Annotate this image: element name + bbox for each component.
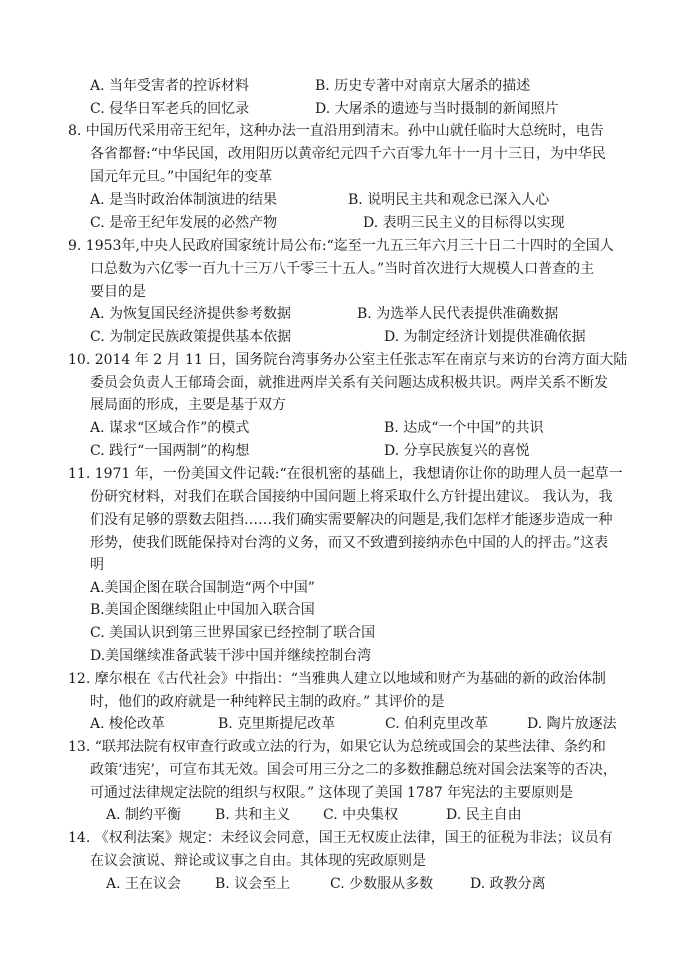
q11-option-b: B.美国企图继续阻止中国加入联合国 [90,602,315,618]
q10-stem-line: 10. 2014 年 2 月 11 日，国务院台湾事务办公室主任张志军在南京与来访的台湾方面大陆 [68,352,628,368]
q14-stem-line: 在议会演说、辩论或议事之自由。其体现的宪政原则是 [90,853,426,869]
q13-stem-line: 可通过法律规定法院的组织与权限。” 这体现了美国 1787 年宪法的主要原则是 [90,785,574,801]
q8-stem-line: 国元年元旦。”中国纪年的变革 [90,169,273,185]
q8-option-c: C. 是帝王纪年发展的必然产物 [90,215,278,231]
q11-stem-line: 形势，使我们既能保持对台湾的义务，而又不致遭到接纳赤色中国的人的抨击。”这表 [90,535,609,551]
q10-stem-line: 展局面的形成，主要是基于双方 [90,397,286,413]
q11-option-d: D.美国继续准备武装干涉中国并继续控制台湾 [90,648,372,664]
q13-option-b: B. 共和主义 [215,807,291,823]
q10-option-c: C. 践行“一国两制”的构想 [90,443,250,459]
q12-option-b: B. 克里斯提尼改革 [218,716,336,732]
q14-option-d: D. 政教分离 [470,876,546,892]
q8-stem-line: 8. 中国历代采用帝王纪年，这种办法一直沿用到清末。孙中山就任临时大总统时，电告 [68,123,604,139]
q13-stem-line: 政策‘违宪’，可宣布其无效。国会可用三分之二的多数推翻总统对国会法案等的否决， [90,762,617,778]
q8-option-d: D. 表明三民主义的目标得以实现 [363,215,565,231]
q14-option-a: A. 王在议会 [106,876,182,892]
q14-stem-line: 14. 《权利法案》规定：未经议会同意，国王无权废止法律，国王的征税为非法；议员有 [68,830,613,846]
q11-stem-line: 们没有足够的票数去阻挡……我们确实需要解决的问题是,我们怎样才能逐步造成一种 [90,512,613,528]
q11-stem-line: 明 [90,557,104,573]
q11-option-c: C. 美国认识到第三世界国家已经控制了联合国 [90,625,376,641]
q13-option-a: A. 制约平衡 [106,807,182,823]
q7-option-d: D. 大屠杀的遗迹与当时摄制的新闻照片 [315,101,559,117]
q9-stem-line: 口总数为六亿零一百九十三万八千零三十五人。”当时首次进行大规模人口普查的主 [90,261,595,277]
q11-stem-line: 11. 1971 年，一份美国文件记载:“在很机密的基础上，我想请你让你的助理人员一起草一 [68,466,623,482]
q10-stem-line: 委员会负责人王郁琦会面，就推进两岸关系有关问题达成积极共识。两岸关系不断发 [90,375,608,391]
q11-option-a: A.美国企图在联合国制造“两个中国” [90,580,315,596]
q8-option-b: B. 说明民主共和观念已深入人心 [348,192,550,208]
q9-option-b: B. 为选举人民代表提供准确数据 [357,306,559,322]
q9-stem-line: 9. 1953年,中央人民政府国家统计局公布:“迄至一九五三年六月三十日二十四时的全国人 [68,238,614,254]
q7-option-b: B. 历史专著中对南京大屠杀的描述 [315,78,531,94]
q12-option-a: A. 梭伦改革 [90,716,166,732]
q10-option-b: B. 达成“一个中国”的共识 [384,420,544,436]
q10-option-d: D. 分享民族复兴的喜悦 [384,443,530,459]
q14-option-c: C. 少数服从多数 [330,876,434,892]
q12-stem-line: 时，他们的政府就是一种纯粹民主制的政府。” 其评价的是 [90,694,445,710]
q13-option-d: D. 民主自由 [446,807,522,823]
q12-stem-line: 12. 摩尔根在《古代社会》中指出：“当雅典人建立以地域和财产为基础的新的政治体制 [68,671,606,687]
q9-option-a: A. 为恢复国民经济提供参考数据 [90,306,292,322]
q8-stem-line: 各省都督:“中华民国，改用阳历以黄帝纪元四千六百零九年十一月十三日，为中华民 [90,146,606,162]
q13-stem-line: 13. “联邦法院有权审查行政或立法的行为，如果它认为总统或国会的某些法律、条约和 [68,739,606,755]
q8-option-a: A. 是当时政治体制演进的结果 [90,192,278,208]
q12-option-d: D. 陶片放逐法 [527,716,617,732]
q12-option-c: C. 伯利克里改革 [385,716,489,732]
q10-option-a: A. 谋求“区域合作”的模式 [90,420,250,436]
q9-option-c: C. 为制定民族政策提供基本依据 [90,329,292,345]
q7-option-c: C. 侵华日军老兵的回忆录 [90,101,250,117]
q9-option-d: D. 为制定经济计划提供准确依据 [384,329,586,345]
q11-stem-line: 份研究材料，对我们在联合国接纳中国问题上将采取什么方针提出建议。 我认为，我 [90,489,613,505]
q14-option-b: B. 议会至上 [215,876,291,892]
q13-option-c: C. 中央集权 [323,807,399,823]
q9-stem-line: 要目的是 [90,284,146,300]
q7-option-a: A. 当年受害者的控诉材料 [90,78,250,94]
